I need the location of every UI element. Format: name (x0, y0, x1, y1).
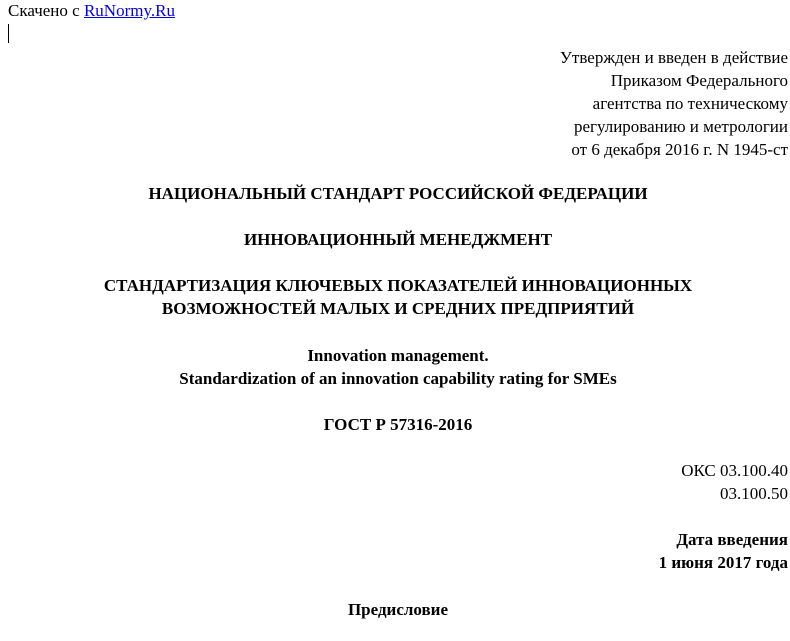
download-source-prefix: Скачено с (8, 1, 84, 20)
oks-classification (681, 459, 788, 505)
approval-line: от 6 декабря 2016 г. N 1945-ст (571, 140, 788, 159)
english-title (0, 344, 790, 390)
approval-block (560, 46, 788, 161)
standard-code: ГОСТ Р 57316-2016 (323, 415, 473, 434)
english-title-line: Standardization of an innovation capability rating for SMEs (179, 369, 617, 388)
standard-title-line: ВОЗМОЖНОСТЕЙ МАЛЫХ И СРЕДНИХ ПРЕДПРИЯТИЙ (161, 299, 635, 318)
oks-line: 03.100.50 (720, 484, 788, 503)
english-title-line: Innovation management. (307, 346, 489, 365)
subject-title: ИННОВАЦИОННЫЙ МЕНЕДЖМЕНТ (243, 230, 553, 249)
approval-line: Утвержден и введен в действие (559, 48, 788, 67)
national-standard-title: НАЦИОНАЛЬНЫЙ СТАНДАРТ РОССИЙСКОЙ ФЕДЕРАЦИИ (148, 184, 648, 203)
approval-line: регулированию и метрологии (573, 117, 788, 136)
runormy-link[interactable]: RuNormy.Ru (83, 1, 175, 20)
effective-date-value: 1 июня 2017 года (658, 553, 788, 572)
text-cursor (8, 24, 9, 43)
oks-line: ОКС 03.100.40 (681, 461, 788, 480)
effective-date-block (659, 528, 788, 574)
preface-heading: Предисловие (347, 600, 449, 619)
approval-line: Приказом Федерального (610, 71, 788, 90)
approval-line: агентства по техническому (592, 94, 788, 113)
download-source-line (8, 1, 175, 21)
standard-title (0, 274, 790, 320)
standard-title-line: СТАНДАРТИЗАЦИЯ КЛЮЧЕВЫХ ПОКАЗАТЕЛЕЙ ИННОВАЦИОННЫХ (103, 276, 693, 295)
effective-date-label: Дата введения (676, 530, 788, 549)
